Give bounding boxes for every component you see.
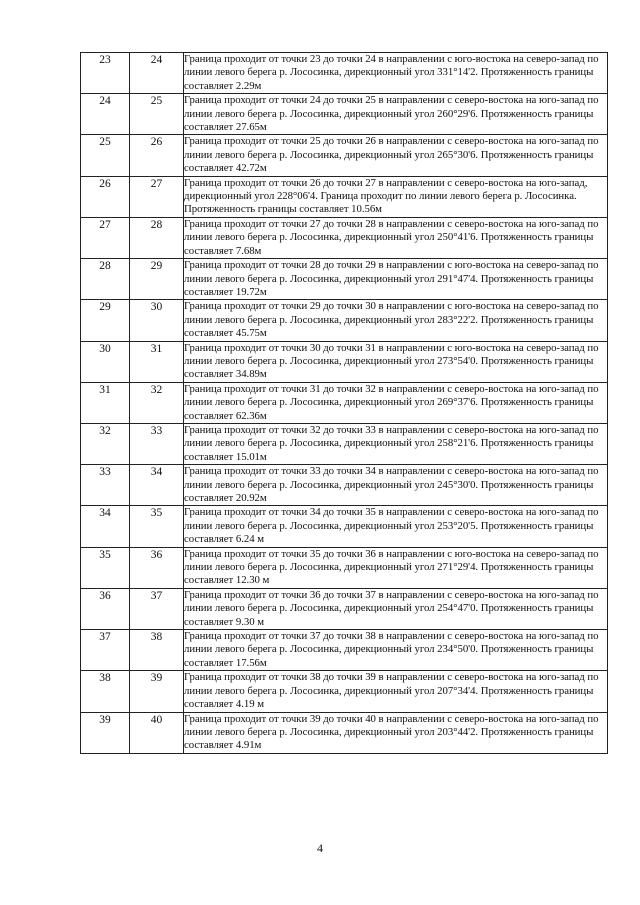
to-point-cell: 33 <box>130 423 184 464</box>
table-row <box>81 506 608 547</box>
boundary-description-cell: Граница проходит от точки 37 до точки 38 в направлении с северо-востока на юго-запад по линии левого берега р. Лососинка, дирекционный угол 234°50'0. Протяженность границы составляет 17.56м <box>184 630 608 671</box>
page-number: 4 <box>317 841 323 855</box>
from-point-cell: 27 <box>81 217 130 258</box>
table-row <box>81 94 608 135</box>
table-row <box>81 465 608 506</box>
boundary-description-cell: Граница проходит от точки 30 до точки 31 в направлении с юго-востока на северо-запад по линии левого берега р. Лососинка, дирекционный угол 273°54'0. Протяженность границы составляет 34.89м <box>184 341 608 382</box>
boundary-description-cell: Граница проходит от точки 24 до точки 25 в направлении с северо-востока на юго-запад по линии левого берега р. Лососинка, дирекционный угол 260°29'6. Протяженность границы составляет 27.65м <box>184 94 608 135</box>
from-point-cell: 36 <box>81 588 130 629</box>
to-point-cell: 38 <box>130 630 184 671</box>
boundary-description-cell: Граница проходит от точки 35 до точки 36 в направлении с юго-востока на северо-запад по линии левого берега р. Лососинка, дирекционный угол 271°29'4. Протяженность границы составляет 12.30 м <box>184 547 608 588</box>
boundary-table-body <box>81 53 608 754</box>
to-point-cell: 24 <box>130 53 184 94</box>
table-row <box>81 630 608 671</box>
boundary-description-cell: Граница проходит от точки 25 до точки 26 в направлении с северо-востока на юго-запад по линии левого берега р. Лососинка, дирекционный угол 265°30'6. Протяженность границы составляет 42.72м <box>184 135 608 176</box>
to-point-cell: 36 <box>130 547 184 588</box>
to-point-cell: 32 <box>130 382 184 423</box>
boundary-description-cell: Граница проходит от точки 39 до точки 40 в направлении с северо-востока на юго-запад по линии левого берега р. Лососинка, дирекционный угол 203°44'2. Протяженность границы составляет 4.91м <box>184 712 608 753</box>
boundary-description-cell: Граница проходит от точки 34 до точки 35 в направлении с северо-востока на юго-запад по линии левого берега р. Лососинка, дирекционный угол 253°20'5. Протяженность границы составляет 6.24 м <box>184 506 608 547</box>
from-point-cell: 37 <box>81 630 130 671</box>
to-point-cell: 29 <box>130 259 184 300</box>
table-row <box>81 217 608 258</box>
table-row <box>81 259 608 300</box>
boundary-description-cell: Граница проходит от точки 26 до точки 27 в направлении с северо-востока на юго-запад, дирекционный угол 228°06'4. Граница проходит по линии левого берега р. Лососинка. Протяженность границы составляет 10.56м <box>184 176 608 217</box>
from-point-cell: 23 <box>81 53 130 94</box>
table-row <box>81 423 608 464</box>
boundary-description-cell: Граница проходит от точки 38 до точки 39 в направлении с северо-востока на юго-запад по линии левого берега р. Лососинка, дирекционный угол 207°34'4. Протяженность границы составляет 4.19 м <box>184 671 608 712</box>
table-row <box>81 176 608 217</box>
from-point-cell: 25 <box>81 135 130 176</box>
to-point-cell: 34 <box>130 465 184 506</box>
boundary-description-cell: Граница проходит от точки 31 до точки 32 в направлении с северо-востока на юго-запад по линии левого берега р. Лососинка, дирекционный угол 269°37'6. Протяженность границы составляет 62.36м <box>184 382 608 423</box>
table-row <box>81 712 608 753</box>
to-point-cell: 35 <box>130 506 184 547</box>
to-point-cell: 39 <box>130 671 184 712</box>
boundary-description-cell: Граница проходит от точки 28 до точки 29 в направлении с юго-востока на северо-запад по линии левого берега р. Лососинка, дирекционный угол 291°47'4. Протяженность границы составляет 19.72м <box>184 259 608 300</box>
to-point-cell: 31 <box>130 341 184 382</box>
from-point-cell: 34 <box>81 506 130 547</box>
table-row <box>81 300 608 341</box>
table-row <box>81 341 608 382</box>
table-row <box>81 53 608 94</box>
from-point-cell: 39 <box>81 712 130 753</box>
to-point-cell: 37 <box>130 588 184 629</box>
table-row <box>81 382 608 423</box>
boundary-description-cell: Граница проходит от точки 36 до точки 37 в направлении с северо-востока на юго-запад по линии левого берега р. Лососинка, дирекционный угол 254°47'0. Протяженность границы составляет 9.30 м <box>184 588 608 629</box>
to-point-cell: 25 <box>130 94 184 135</box>
to-point-cell: 27 <box>130 176 184 217</box>
from-point-cell: 24 <box>81 94 130 135</box>
boundary-description-cell: Граница проходит от точки 23 до точки 24 в направлении с юго-востока на северо-запад по линии левого берега р. Лососинка, дирекционный угол 331°14'2. Протяженность границы составляет 2.29м <box>184 53 608 94</box>
from-point-cell: 35 <box>81 547 130 588</box>
from-point-cell: 29 <box>81 300 130 341</box>
to-point-cell: 28 <box>130 217 184 258</box>
boundary-description-cell: Граница проходит от точки 27 до точки 28 в направлении с северо-востока на юго-запад по линии левого берега р. Лососинка, дирекционный угол 250°41'6. Протяженность границы составляет 7.68м <box>184 217 608 258</box>
from-point-cell: 26 <box>81 176 130 217</box>
from-point-cell: 33 <box>81 465 130 506</box>
boundary-description-cell: Граница проходит от точки 33 до точки 34 в направлении с северо-востока на юго-запад по линии левого берега р. Лососинка, дирекционный угол 245°30'0. Протяженность границы составляет 20.92м <box>184 465 608 506</box>
from-point-cell: 30 <box>81 341 130 382</box>
table-row <box>81 547 608 588</box>
from-point-cell: 28 <box>81 259 130 300</box>
from-point-cell: 32 <box>81 423 130 464</box>
table-row <box>81 135 608 176</box>
boundary-table <box>80 52 608 754</box>
from-point-cell: 38 <box>81 671 130 712</box>
boundary-description-cell: Граница проходит от точки 29 до точки 30 в направлении с юго-востока на северо-запад по линии левого берега р. Лососинка, дирекционный угол 283°22'2. Протяженность границы составляет 45.75м <box>184 300 608 341</box>
boundary-description-cell: Граница проходит от точки 32 до точки 33 в направлении с северо-востока на юго-запад по линии левого берега р. Лососинка, дирекционный угол 258°21'6. Протяженность границы составляет 15.01м <box>184 423 608 464</box>
from-point-cell: 31 <box>81 382 130 423</box>
to-point-cell: 30 <box>130 300 184 341</box>
table-row <box>81 671 608 712</box>
to-point-cell: 40 <box>130 712 184 753</box>
table-row <box>81 588 608 629</box>
to-point-cell: 26 <box>130 135 184 176</box>
